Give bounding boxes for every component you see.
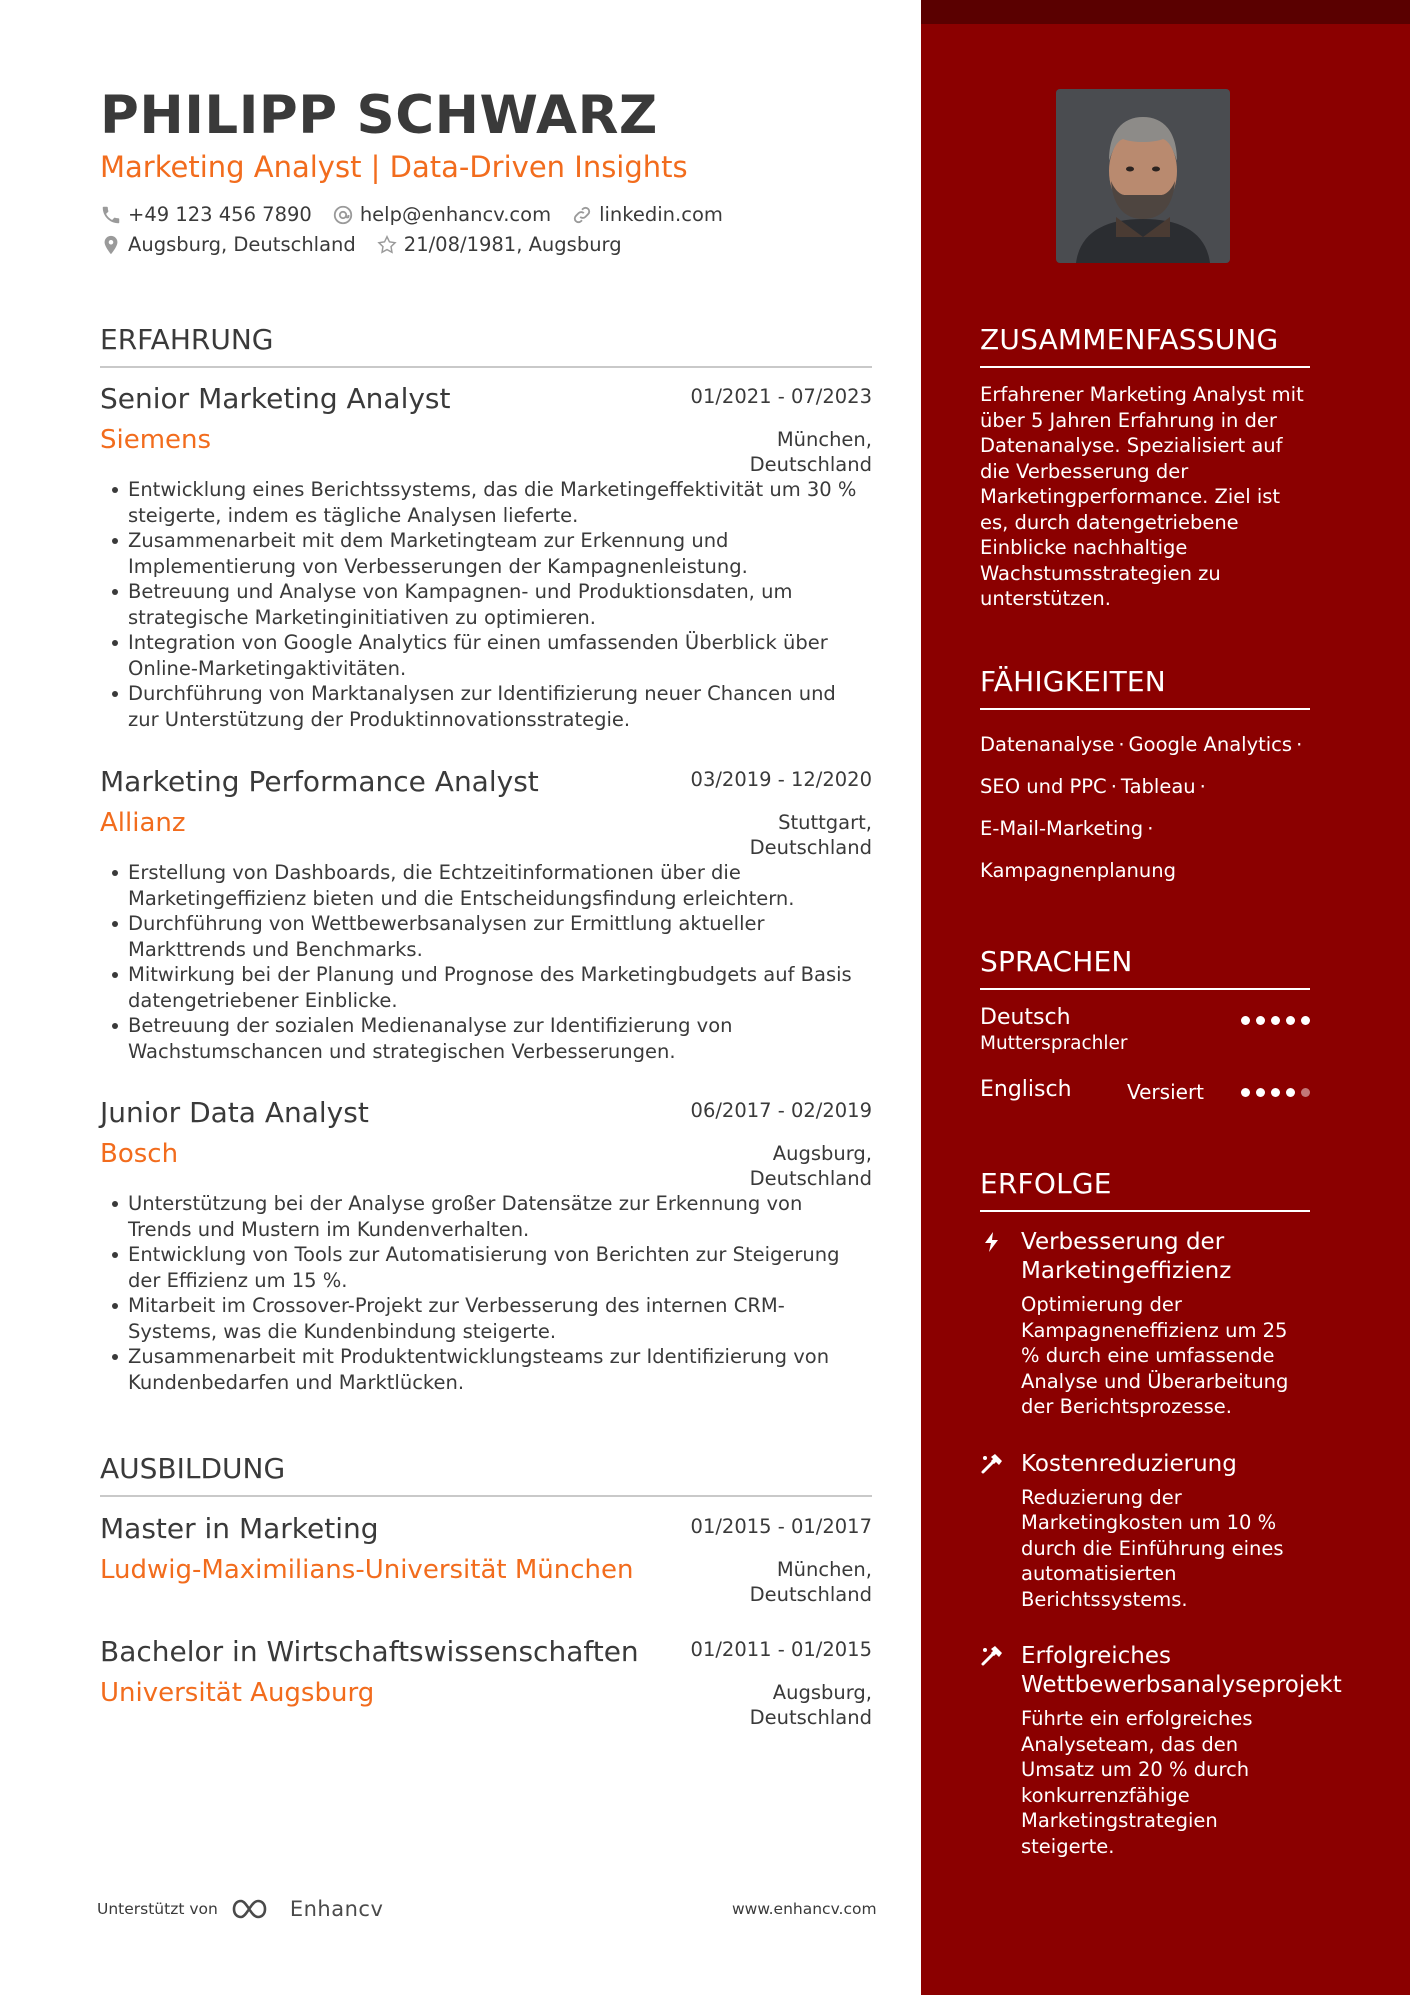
job-role: Junior Data Analyst (100, 1096, 369, 1129)
achievement-title: Verbesserung der Marketingeffizienz (1021, 1229, 1232, 1284)
skill-separator: · (1118, 733, 1125, 756)
achievement-desc: Führte ein erfolgreiches Analyseteam, das den Umsatz um 20 % durch konkurrenzfähige Marketingstrategien steigerte. (1021, 1707, 1253, 1858)
contact-birth (376, 233, 622, 256)
enhancv-logo-icon (230, 1896, 278, 1922)
bullet-item: Mitarbeit im Crossover-Projekt zur Verbesserung des internen CRM-Systems, was die Kundenbindung steigerte. (100, 1293, 872, 1344)
language-name: Deutsch (980, 1005, 1071, 1030)
education-dates: 01/2011 - 01/2015 (690, 1638, 872, 1661)
phone-icon (100, 204, 122, 226)
bullet-item: Zusammenarbeit mit Produktentwicklungsteams zur Identifizierung von Kundenbedarfen und Marktlücken. (100, 1344, 872, 1395)
education-location-country: Deutschland (749, 1706, 872, 1729)
job-dates: 06/2017 - 02/2019 (690, 1099, 872, 1122)
sidebar (921, 0, 1410, 1995)
degree-title: Master in Marketing (100, 1512, 379, 1545)
bullet-item: Zusammenarbeit mit dem Marketingteam zur Erkennung und Implementierung von Verbesserungen der Kampagnenleistung. (100, 528, 872, 579)
job-location-country: Deutschland (749, 453, 872, 476)
location-pin-icon (100, 234, 122, 256)
experience-entry (100, 1095, 872, 1395)
job-role: Marketing Performance Analyst (100, 765, 539, 798)
job-location (750, 810, 872, 860)
profile-photo-image (1056, 89, 1230, 263)
hammer-icon (980, 1452, 1004, 1476)
job-bullets (100, 477, 872, 732)
lightning-icon (980, 1230, 1004, 1254)
sidebar-top-bar (921, 0, 1410, 24)
achievement-title: Erfolgreiches Wettbewerbsanalyseprojekt (1021, 1643, 1342, 1698)
rating-dot-filled (1286, 1016, 1295, 1025)
skill-separator: · (1199, 775, 1206, 798)
achievement-item (980, 1450, 1310, 1613)
rating-dot-empty (1301, 1088, 1310, 1097)
bullet-item: Durchführung von Marktanalysen zur Identifizierung neuer Chancen und zur Unterstützung der Produktinnovationsstrategie. (100, 681, 872, 732)
bullet-item: Entwicklung von Tools zur Automatisierung von Berichten zur Steigerung der Effizienz um 15 %. (100, 1242, 872, 1293)
education-entry (100, 1511, 872, 1606)
achievements-heading: ERFOLGE (980, 1167, 1310, 1212)
skill-item: Datenanalyse (980, 733, 1115, 756)
rating-dot-filled (1271, 1016, 1280, 1025)
job-role: Senior Marketing Analyst (100, 382, 451, 415)
job-dates: 01/2021 - 07/2023 (690, 385, 872, 408)
footer-url[interactable]: www.enhancv.com (732, 1900, 877, 1918)
bullet-item: Mitwirkung bei der Planung und Prognose des Marketingbudgets auf Basis datengetriebener Einblicke. (100, 962, 872, 1013)
job-company: Siemens (100, 425, 212, 455)
bullet-item: Integration von Google Analytics für einen umfassenden Überblick über Online-Marketingaktivitäten. (100, 630, 872, 681)
bullet-item: Erstellung von Dashboards, die Echtzeitinformationen über die Marketingeffizienz bieten und die Entscheidungsfindung erleichtern. (100, 860, 872, 911)
contact-row-2 (100, 233, 622, 256)
languages-section (980, 945, 1310, 1126)
skill-separator: · (1147, 817, 1154, 840)
rating-dot-filled (1301, 1016, 1310, 1025)
candidate-title: Marketing Analyst | Data-Driven Insights (100, 150, 688, 184)
languages-heading: SPRACHEN (980, 945, 1310, 990)
education-location (750, 1557, 872, 1607)
summary-heading: ZUSAMMENFASSUNG (980, 323, 1310, 368)
degree-title: Bachelor in Wirtschaftswissenschaften (100, 1635, 639, 1668)
achievement-title: Kostenreduzierung (1021, 1450, 1237, 1477)
education-dates: 01/2015 - 01/2017 (690, 1515, 872, 1538)
bullet-item: Unterstützung bei der Analyse großer Datensätze zur Erkennung von Trends und Mustern im Kundenverhalten. (100, 1191, 872, 1242)
rating-dot-filled (1241, 1016, 1250, 1025)
skill-item: Kampagnenplanung (980, 859, 1177, 882)
language-rating (1241, 1088, 1310, 1097)
language-level: Muttersprachler (980, 1033, 1128, 1054)
experience-entry (100, 381, 872, 732)
bullet-item: Durchführung von Wettbewerbsanalysen zur Ermittlung aktueller Markttrends und Benchmarks. (100, 911, 872, 962)
education-location-city: Augsburg, (772, 1681, 872, 1704)
rating-dot-filled (1256, 1016, 1265, 1025)
summary-text: Erfahrener Marketing Analyst mit über 5 Jahren Erfahrung in der Datenanalyse. Spezialisiert auf die Verbesserung der Marketingperformance. Ziel ist es, durch datengetriebene Einblicke nachhaltige Wachstumsstrategien zu unterstützen. (980, 383, 1304, 610)
skills-list (980, 724, 1310, 892)
skill-item: SEO und PPC (980, 775, 1107, 798)
language-name: Englisch (980, 1077, 1072, 1102)
skill-item: Google Analytics (1128, 733, 1293, 756)
job-dates: 03/2019 - 12/2020 (690, 768, 872, 791)
job-company: Allianz (100, 808, 186, 838)
language-item (980, 1004, 1310, 1074)
linkedin-url: linkedin.com (599, 203, 723, 226)
candidate-name: PHILIPP SCHWARZ (100, 85, 658, 146)
summary-section (980, 323, 1310, 612)
job-bullets (100, 860, 872, 1064)
profile-photo (1056, 89, 1230, 263)
job-company: Bosch (100, 1139, 179, 1169)
bullet-item: Entwicklung eines Berichtssystems, das die Marketingeffektivität um 30 % steigerte, indem es tägliche Analysen lieferte. (100, 477, 872, 528)
skills-section (980, 665, 1310, 892)
contact-linkedin[interactable] (571, 203, 723, 226)
link-icon (571, 204, 593, 226)
rating-dot-filled (1256, 1088, 1265, 1097)
contact-email[interactable] (332, 203, 551, 226)
job-location-city: Augsburg, (772, 1142, 872, 1165)
school-name: Universität Augsburg (100, 1678, 375, 1708)
experience-heading: ERFAHRUNG (100, 323, 872, 368)
skill-separator: · (1110, 775, 1117, 798)
rating-dot-filled (1271, 1088, 1280, 1097)
experience-entry (100, 764, 872, 1064)
education-heading: AUSBILDUNG (100, 1452, 872, 1497)
education-location-city: München, (776, 1558, 872, 1581)
contact-phone[interactable] (100, 203, 312, 226)
skill-separator: · (1296, 733, 1303, 756)
skill-item: E-Mail-Marketing (980, 817, 1144, 840)
at-icon (332, 204, 354, 226)
bullet-item: Betreuung der sozialen Medienanalyse zur Identifizierung von Wachstumschancen und strategischen Verbesserungen. (100, 1013, 872, 1064)
email-address: help@enhancv.com (359, 203, 552, 226)
job-location-country: Deutschland (749, 1167, 872, 1190)
achievements-section (980, 1167, 1342, 1859)
location-text: Augsburg, Deutschland (128, 233, 356, 256)
job-bullets (100, 1191, 872, 1395)
language-item (980, 1076, 1310, 1126)
rating-dot-filled (1286, 1088, 1295, 1097)
job-location-city: Stuttgart, (778, 811, 872, 834)
bullet-item: Betreuung und Analyse von Kampagnen- und Produktionsdaten, um strategische Marketinginitiativen zu optimieren. (100, 579, 872, 630)
job-location-country: Deutschland (749, 836, 872, 859)
contact-location (100, 233, 356, 256)
contact-row-1 (100, 203, 723, 226)
achievement-desc: Optimierung der Kampagneneffizienz um 25 % durch eine umfassende Analyse und Überarbeitung der Berichtsprozesse. (1021, 1293, 1289, 1418)
education-location (750, 1680, 872, 1730)
rating-dot-filled (1241, 1088, 1250, 1097)
education-location-country: Deutschland (749, 1583, 872, 1606)
footer-brand: Enhancv (289, 1897, 384, 1921)
phone-number: +49 123 456 7890 (128, 203, 312, 226)
birth-text: 21/08/1981, Augsburg (403, 233, 622, 256)
job-location (750, 1141, 872, 1191)
education-entry (100, 1634, 872, 1729)
skill-item: Tableau (1120, 775, 1196, 798)
footer-powered-by (97, 1896, 383, 1922)
school-name: Ludwig-Maximilians-Universität München (100, 1555, 634, 1585)
achievement-item (980, 1642, 1342, 1859)
skills-heading: FÄHIGKEITEN (980, 665, 1310, 710)
language-rating (1241, 1016, 1310, 1025)
job-location (750, 427, 872, 477)
job-location-city: München, (776, 428, 872, 451)
footer-powered-label: Unterstützt von (97, 1900, 218, 1918)
achievement-desc: Reduzierung der Marketingkosten um 10 % durch die Einführung eines automatisierten Berichtssystems. (1021, 1485, 1284, 1611)
achievement-item (980, 1228, 1310, 1420)
hammer-icon (980, 1644, 1004, 1668)
language-level: Versiert (1127, 1080, 1205, 1104)
star-icon (376, 234, 398, 256)
